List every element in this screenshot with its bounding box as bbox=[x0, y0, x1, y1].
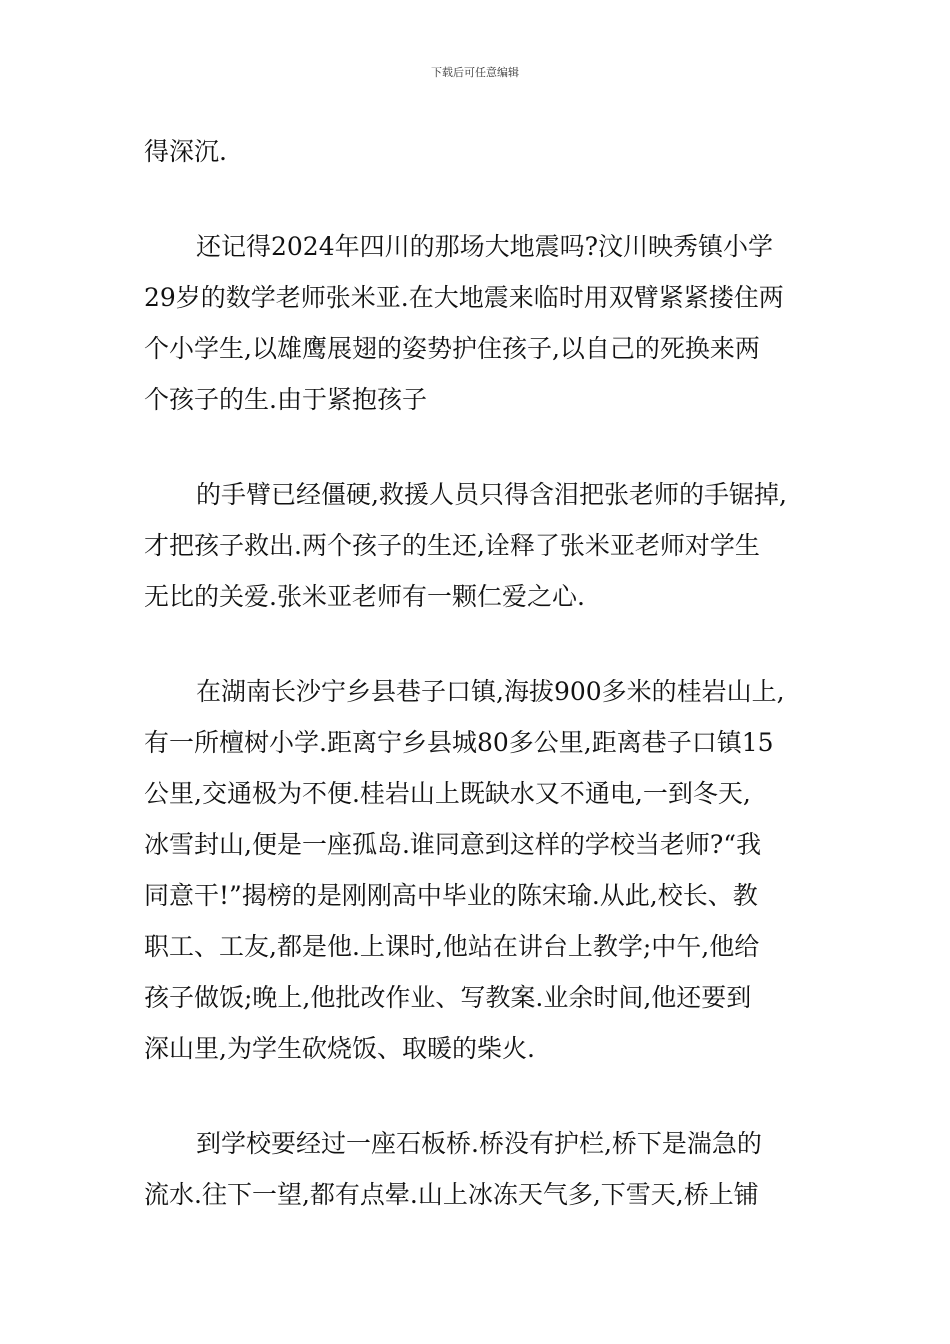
paragraph-line: 个小学生,以雄鹰展翅的姿势护住孩子,以自己的死换来两 bbox=[144, 334, 760, 363]
paragraph-line: 冰雪封山,便是一座孤岛.谁同意到这样的学校当老师?“我 bbox=[144, 830, 762, 859]
paragraph-line: 同意干!”揭榜的是刚刚高中毕业的陈宋瑜.从此,校长、教 bbox=[144, 881, 758, 910]
paragraph-line: 流水.往下一望,都有点晕.山上冰冻天气多,下雪天,桥上铺 bbox=[144, 1180, 759, 1209]
paragraph-line: 的手臂已经僵硬,救援人员只得含泪把张老师的手锯掉, bbox=[196, 480, 787, 509]
paragraph-4 bbox=[144, 666, 824, 1074]
paragraph-line: 才把孩子救出.两个孩子的生还,诠释了张米亚老师对学生 bbox=[144, 531, 760, 560]
paragraph-2 bbox=[144, 221, 824, 425]
paragraph-line: 有一所檀树小学.距离宁乡县城80多公里,距离巷子口镇15 bbox=[144, 728, 774, 757]
paragraph-line: 公里,交通极为不便.桂岩山上既缺水又不通电,一到冬天, bbox=[144, 779, 751, 808]
paragraph-3 bbox=[144, 469, 824, 622]
paragraph-line: 在湖南长沙宁乡县巷子口镇,海拔900多米的桂岩山上, bbox=[196, 677, 785, 706]
paragraph-line: 29岁的数学老师张米亚.在大地震来临时用双臂紧紧搂住两 bbox=[144, 283, 784, 312]
document-body bbox=[144, 126, 824, 1220]
paragraph-1 bbox=[144, 126, 824, 177]
paragraph-line: 个孩子的生.由于紧抱孩子 bbox=[144, 385, 427, 414]
paragraph-5 bbox=[144, 1118, 824, 1220]
paragraph-line: 无比的关爱.张米亚老师有一颗仁爱之心. bbox=[144, 582, 585, 611]
paragraph-line: 还记得2024年四川的那场大地震吗?汶川映秀镇小学 bbox=[196, 232, 774, 261]
paragraph-line: 孩子做饭;晚上,他批改作业、写教案.业余时间,他还要到 bbox=[144, 983, 752, 1012]
page-header: 下载后可任意编辑 bbox=[431, 66, 519, 79]
paragraph-line: 职工、工友,都是他.上课时,他站在讲台上教学;中午,他给 bbox=[144, 932, 760, 961]
paragraph-line: 深山里,为学生砍烧饭、取暖的柴火. bbox=[144, 1034, 535, 1063]
paragraph-line: 到学校要经过一座石板桥.桥没有护栏,桥下是湍急的 bbox=[196, 1129, 762, 1158]
paragraph-line: 得深沉. bbox=[144, 137, 227, 166]
